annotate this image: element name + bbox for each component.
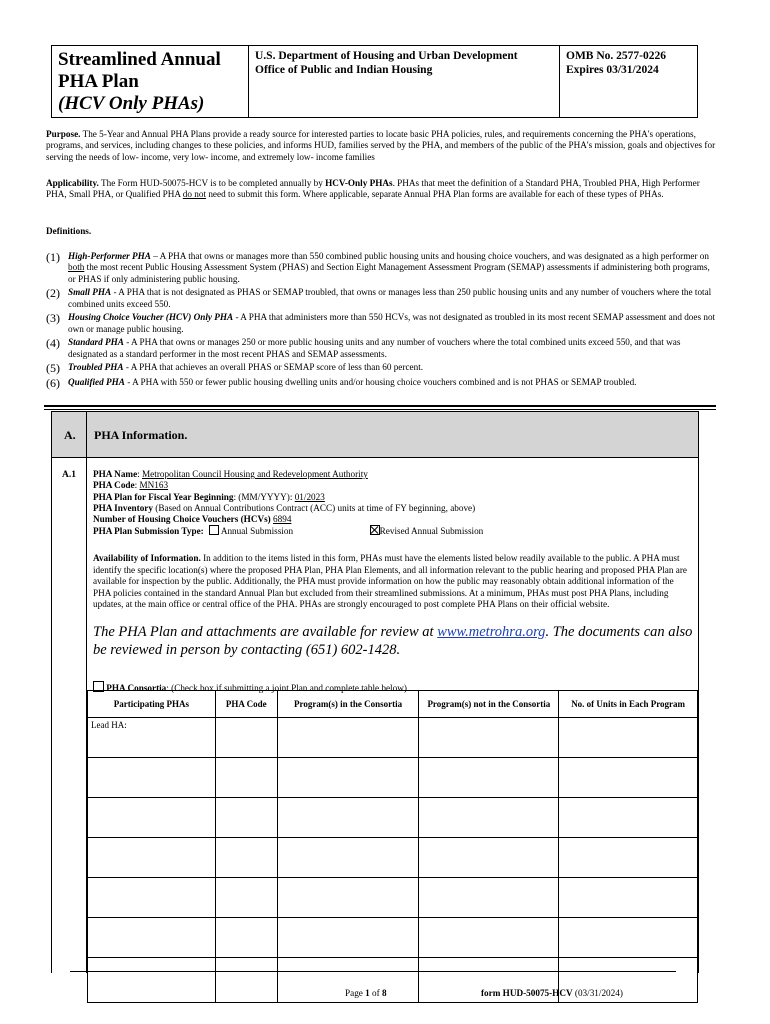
annual-submission-label: Annual Submission bbox=[220, 526, 294, 537]
table-cell[interactable] bbox=[559, 798, 698, 838]
hcv-row bbox=[93, 514, 693, 525]
definition-number: (3) bbox=[46, 311, 60, 326]
table-cell[interactable] bbox=[419, 918, 559, 958]
applicability-text: . PHAs that meet the definition of a Standard PHA, Troubled PHA, High Performer PHA, Small PHA, or Qualified PHA bbox=[46, 178, 700, 200]
annual-submission-checkbox[interactable] bbox=[209, 525, 219, 535]
column-header: Participating PHAs bbox=[88, 691, 216, 718]
fiscal-year-label: PHA Plan for Fiscal Year Beginning bbox=[93, 491, 234, 502]
fiscal-year-row bbox=[93, 492, 693, 503]
table-cell[interactable] bbox=[419, 758, 559, 798]
table-row bbox=[88, 718, 698, 758]
definition-text: the most recent Public Housing Assessment System (PHAS) and Section Eight Management Assessment Program (SEMAP) assessments if administering both programs, or PHAS if only administering public housing. bbox=[68, 262, 710, 284]
definition-item bbox=[46, 362, 718, 374]
table-cell[interactable] bbox=[559, 838, 698, 878]
definition-text: - A PHA that is not designated as PHAS or SEMAP troubled, that owns or manages less than 250 public housing units and any number of vouchers where the total combined units exceed 550. bbox=[68, 287, 712, 309]
consortia-table bbox=[87, 690, 698, 1003]
table-cell[interactable] bbox=[215, 958, 277, 1003]
fiscal-year-field[interactable]: 01/2023 bbox=[294, 491, 325, 502]
table-cell[interactable] bbox=[419, 798, 559, 838]
table-cell[interactable] bbox=[215, 798, 277, 838]
table-cell[interactable] bbox=[215, 758, 277, 798]
purpose-label: Purpose. bbox=[46, 129, 81, 139]
definition-term: Small PHA bbox=[68, 287, 112, 298]
department-name: U.S. Department of Housing and Urban Development bbox=[255, 50, 518, 62]
title-line: (HCV Only PHAs) bbox=[58, 93, 205, 114]
definition-text: - A PHA with 550 or fewer public housing dwelling units and/or housing choice vouchers combined and is not PHAS or SEMAP troubled. bbox=[124, 376, 637, 387]
omb-box bbox=[560, 46, 697, 117]
definition-number: (1) bbox=[46, 250, 60, 264]
definition-term: Standard PHA bbox=[68, 337, 124, 348]
form-id-date: (03/31/2024) bbox=[574, 988, 623, 998]
omb-number: OMB No. 2577-0226 bbox=[566, 50, 666, 62]
pha-name-field[interactable]: Metropolitan Council Housing and Redevelopment Authority bbox=[142, 469, 368, 479]
hcv-field[interactable]: 6894 bbox=[273, 514, 292, 525]
availability-label: Availability of Information. bbox=[93, 553, 201, 563]
consortia-label: PHA Consortia bbox=[106, 683, 167, 693]
definition-number: (2) bbox=[46, 286, 60, 301]
hcv-label: Number of Housing Choice Vouchers (HCVs) bbox=[93, 514, 271, 525]
table-cell[interactable] bbox=[277, 758, 419, 798]
table-cell[interactable] bbox=[419, 878, 559, 918]
definition-underline: both bbox=[68, 262, 85, 273]
table-cell[interactable] bbox=[215, 878, 277, 918]
table-cell[interactable] bbox=[88, 918, 216, 958]
definition-term: Housing Choice Voucher (HCV) Only PHA bbox=[68, 312, 234, 323]
definition-number: (5) bbox=[46, 361, 60, 376]
revised-submission-label: Revised Annual Submission bbox=[379, 526, 484, 537]
department-box bbox=[249, 46, 560, 117]
definition-item bbox=[46, 312, 718, 335]
table-row bbox=[88, 838, 698, 878]
table-row bbox=[88, 878, 698, 918]
column-header: PHA Code bbox=[215, 691, 277, 718]
table-cell[interactable] bbox=[419, 718, 559, 758]
table-row bbox=[88, 918, 698, 958]
definition-item bbox=[46, 287, 718, 310]
notice-text: . The documents can also be reviewed in person by contacting (651) 602-1428. bbox=[93, 624, 693, 658]
table-cell[interactable] bbox=[88, 878, 216, 918]
table-cell[interactable] bbox=[419, 838, 559, 878]
table-cell[interactable] bbox=[277, 798, 419, 838]
section-a-title: PHA Information. bbox=[94, 428, 188, 442]
purpose-text: The 5-Year and Annual PHA Plans provide a ready source for interested parties to locate basic PHA policies, rules, and requirements concerning the PHA's operations, programs, and services, including changes to these policies, and informs HUD, families served by the PHA, and members of the public of the PHA's mission, goals and objectives for serving the needs of low- income, very low- income, and extremely low- income families bbox=[46, 129, 716, 162]
definition-text: - A PHA that owns or manages 250 or more public housing units and any number of vouchers where the total combined units exceed 550, and that was designated as a standard performer in the most recent PHAS and SEMAP assessments. bbox=[68, 337, 681, 359]
definition-term: High-Performer PHA bbox=[68, 251, 151, 261]
column-header: No. of Units in Each Program bbox=[559, 691, 698, 718]
inventory-row bbox=[93, 503, 693, 514]
applicability-bold: HCV-Only PHAs bbox=[325, 178, 393, 188]
definitions-heading bbox=[46, 226, 718, 237]
form-header bbox=[51, 45, 698, 118]
definition-text: - A PHA that administers more than 550 HCVs, was not designated as troubled in its most recent SEMAP assessment and does not own or manage public housing. bbox=[68, 312, 716, 334]
table-cell[interactable] bbox=[559, 718, 698, 758]
submission-type-label: PHA Plan Submission Type: bbox=[93, 526, 204, 537]
section-a1-number: A.1 bbox=[62, 470, 76, 480]
notice-text: The PHA Plan and attachments are available for review at bbox=[93, 624, 438, 640]
applicability-text: need to submit this form. Where applicable, separate Annual PHA Plan forms are available for each of these types of PHAs. bbox=[208, 189, 664, 200]
column-header: Program(s) not in the Consortia bbox=[419, 691, 559, 718]
title-line: Streamlined Annual bbox=[58, 49, 221, 70]
inventory-label: PHA Inventory bbox=[93, 502, 153, 513]
table-header-row bbox=[88, 691, 698, 718]
section-divider bbox=[44, 405, 716, 407]
table-cell[interactable] bbox=[277, 878, 419, 918]
section-a-label: A. bbox=[64, 428, 76, 442]
table-cell[interactable] bbox=[88, 758, 216, 798]
table-cell[interactable] bbox=[215, 838, 277, 878]
definition-number: (6) bbox=[46, 375, 60, 390]
form-id bbox=[481, 988, 623, 998]
definition-item bbox=[46, 377, 718, 389]
pha-code-label: PHA Code bbox=[93, 480, 135, 491]
section-a-header bbox=[51, 411, 699, 458]
page-number-text: of bbox=[369, 988, 382, 998]
pha-name-label: PHA Name bbox=[93, 469, 138, 479]
applicability-label: Applicability. bbox=[46, 178, 99, 188]
table-cell[interactable] bbox=[88, 798, 216, 838]
table-cell[interactable] bbox=[215, 918, 277, 958]
table-cell[interactable] bbox=[559, 878, 698, 918]
definitions-label: Definitions. bbox=[46, 226, 92, 236]
applicability-underline: do not bbox=[182, 189, 207, 200]
definition-term: Troubled PHA bbox=[68, 362, 124, 373]
form-title bbox=[52, 46, 249, 117]
definition-text: - A PHA that achieves an overall PHAS or SEMAP score of less than 60 percent. bbox=[123, 362, 424, 373]
definition-item bbox=[46, 251, 718, 285]
table-cell[interactable] bbox=[277, 918, 419, 958]
definition-text: – A PHA that owns or manages more than 550 combined public housing units and housing choice vouchers, and was designated as a high performer on bbox=[150, 251, 709, 261]
applicability-text: The Form HUD-50075-HCV is to be completed annually by bbox=[100, 178, 323, 188]
table-row bbox=[88, 798, 698, 838]
page-number bbox=[345, 988, 387, 998]
footer-divider bbox=[70, 971, 676, 972]
page-number-total: 8 bbox=[382, 988, 387, 998]
submission-type-row bbox=[93, 525, 693, 537]
table-cell[interactable] bbox=[88, 838, 216, 878]
office-name: Office of Public and Indian Housing bbox=[255, 64, 433, 76]
title-line: PHA Plan bbox=[58, 71, 139, 92]
column-header: Program(s) in the Consortia bbox=[277, 691, 419, 718]
page-number-text: Page bbox=[345, 988, 366, 998]
definition-number: (4) bbox=[46, 336, 60, 351]
fiscal-year-hint: : (MM/YYYY): bbox=[233, 491, 293, 502]
definition-term: Qualified PHA bbox=[68, 376, 125, 387]
revised-submission-checkbox[interactable] bbox=[370, 525, 380, 535]
pha-code-field[interactable]: MN163 bbox=[139, 480, 169, 491]
applicability-paragraph bbox=[46, 178, 718, 201]
availability-paragraph bbox=[93, 553, 693, 611]
pha-code-row: PHA Code: MN163 bbox=[93, 480, 169, 491]
definition-item bbox=[46, 337, 718, 360]
page-number-current: 1 bbox=[365, 988, 370, 998]
website-link[interactable]: www.metrohra.org bbox=[437, 624, 546, 640]
expiration-date: Expires 03/31/2024 bbox=[566, 64, 659, 76]
table-cell[interactable] bbox=[277, 838, 419, 878]
form-id-label: form HUD-50075-HCV bbox=[481, 988, 573, 998]
pha-name-row: PHA Name: Metropolitan Council Housing and Redevelopment Authority bbox=[93, 469, 368, 479]
table-row bbox=[88, 758, 698, 798]
table-cell[interactable] bbox=[277, 718, 419, 758]
review-notice bbox=[93, 624, 693, 659]
lead-ha-cell[interactable]: Lead HA: bbox=[88, 718, 216, 758]
availability-text: In addition to the items listed in this form, PHAs must have the elements listed below readily available to the public. A PHA must identify the specific location(s) where the proposed PHA Plan, PHA Plan Elements, and all information relevant to the public hearing and proposed PHA Plan are available for inspection by the public. Additionally, the PHA must provide information on how the public may reasonably obtain additional information of the PHA policies contained in the standard Annual Plan but excluded from their streamlined submissions. At a minimum, PHAs must post PHA Plans, including updates, at the main office or central office of the PHA. PHAs are strongly encouraged to post complete PHA Plans on their official website. bbox=[93, 553, 687, 609]
purpose-paragraph bbox=[46, 129, 718, 163]
definitions-list bbox=[46, 251, 718, 391]
table-cell[interactable] bbox=[559, 918, 698, 958]
column-divider bbox=[86, 412, 87, 457]
table-cell[interactable] bbox=[215, 718, 277, 758]
pha-information bbox=[93, 469, 693, 538]
table-cell[interactable] bbox=[88, 958, 216, 1003]
inventory-text: (Based on Annual Contributions Contract (ACC) units at time of FY beginning, above) bbox=[155, 502, 476, 513]
table-cell[interactable] bbox=[559, 758, 698, 798]
consortia-text: : (Check box if submitting a joint Plan and complete table below) bbox=[166, 683, 407, 693]
section-divider bbox=[44, 409, 716, 410]
